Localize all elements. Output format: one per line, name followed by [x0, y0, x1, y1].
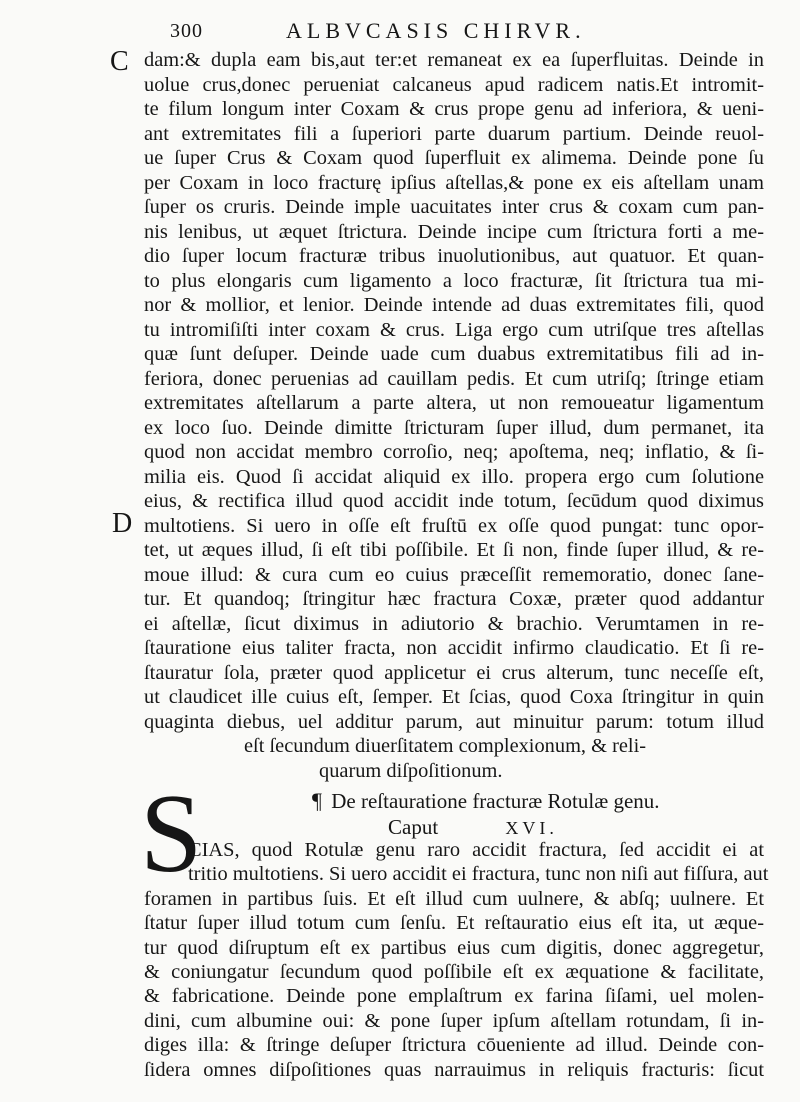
text-line: eius, & rectifica illud quod accidit inde totum, ſecūdum quod diximus [144, 490, 764, 512]
text-line: CIAS, quod Rotulæ genu raro accidit fractura, ſed accidit ei at [188, 839, 764, 861]
drop-cap: S [140, 772, 203, 896]
text-line: ſuper os cruris. Deinde imple uacuitates inter crus & coxam cum pan- [144, 196, 764, 218]
text-line: nis lenibus, ut æquet ſtrictura. Deinde incipe cum ſtrictura forti a me- [144, 220, 764, 243]
text-line: ſidera omnes diſpoſitiones quas narrauimus in reliquis fracturis: ſicut [144, 1058, 764, 1081]
text-line: milia eis. Quod ſi accidat aliquid ex illo. propera ergo cum ſolutione [144, 465, 764, 488]
section-title: De reſtauratione fracturæ Rotulæ genu. [331, 789, 660, 813]
caput-label: Caput [388, 815, 439, 839]
text-line: foramen in partibus ſuis. Et eſt illud cum uulnere, & abſq; uulnere. Et [144, 887, 764, 910]
text-line: dio ſuper locum fracturæ tribus inuolutionibus, aut quatuor. Et quan- [144, 245, 764, 267]
text-line: tu intromiſiſti inter coxam & crus. Liga ergo cum utriſque tres aſtellas [144, 318, 764, 341]
text-line: ant extremitates fili a ſuperiori parte duarum partium. Deinde reuol- [144, 122, 764, 145]
text-line: te filum longum inter Coxam & crus prope genu ad inferiora, & ueni- [144, 98, 764, 120]
text-line: dini, cum albumine oui: & pone ſuper ipſum aſtellam rotundam, ſi in- [144, 1009, 764, 1032]
page-number: 300 [170, 20, 203, 42]
text-line: multotiens. Si uero in oſſe eſt fruſtū ex oſſe quod pungat: tunc opor- [144, 514, 764, 537]
text-line: diges illa: & ſtringe deſuper ſtrictura cōueniente ad illud. Deinde con- [144, 1034, 764, 1057]
margin-letter-d: D [112, 508, 133, 539]
text-line: tur quod diſruptum eſt ex partibus eius cum digitis, donec aggregetur, [144, 936, 764, 959]
running-head: ALBVCASIS CHIRVR. [286, 18, 586, 43]
text-line: feriora, donec peruenias ad cauillam pedis. Et cum utriſq; ſtringe etiam [144, 367, 764, 390]
paragraph-mark-icon: ¶ [312, 788, 322, 813]
text-line: quarum diſpoſitionum. [319, 759, 503, 782]
text-line: ſtauratione eius taliter fracta, non accidit infirmo claudicatio. Et ſi re- [144, 637, 764, 659]
caput-number: XVI. [505, 818, 558, 838]
margin-letter-c: C [110, 46, 129, 77]
text-line: ei aſtellæ, ſicut diximus in adiutorio & brachio. Verumtamen in re- [144, 612, 764, 635]
section-heading [312, 788, 660, 814]
text-line: ex loco ſuo. Deinde dimitte ſtricturam ſuper illud, dum permanet, ita [144, 416, 764, 439]
text-line: tur. Et quandoq; ſtringitur hæc fractura Coxæ, præter quod addantur [144, 588, 764, 610]
text-line: ut claudicet ille cuius eſt, ſemper. Et ſcias, quod Coxa ſtringitur in quin [144, 686, 764, 708]
text-line: quæ ſunt deſuper. Deinde uade cum duabus extremitatibus fili ad in- [144, 343, 764, 365]
text-line: ſtatur ſuper illud totum cum ſenſu. Et reſtauratio eius eſt ita, ut æque- [144, 912, 764, 935]
main-text-block [144, 48, 764, 783]
text-line: moue illud: & cura cum eo cuius præceſſit rememoratio, donec ſane- [144, 563, 764, 586]
text-line: eſt ſecundum diuerſitatem complexionum, & reli- [244, 735, 647, 757]
text-line: quaginta diebus, uel additur parum, aut minuitur parum: totum illud [144, 710, 764, 733]
text-line: dam:& dupla eam bis,aut ter:et remaneat ex ea ſuperfluitas. Deinde in [144, 49, 764, 71]
text-line: extremitates aſtellarum a parte altera, ut non remoueatur ligamentum [144, 392, 764, 414]
text-line: tet, ut æques illud, ſi eſt tibi poſſibile. Et ſi non, finde ſuper illud, & re- [144, 539, 764, 561]
text-line: ue ſuper Crus & Coxam quod ſuperfluit ex alimema. Deinde pone ſu [144, 147, 764, 169]
chapter-label [388, 815, 558, 840]
text-line: nor & mollior, et lenior. Deinde intende ad duas extremitates fili, quod [144, 294, 764, 316]
page-header [146, 14, 706, 50]
text-line: tritio multotiens. Si uero accidit ei fractura, tunc non niſi aut fiſſura, aut [188, 863, 769, 886]
text-line: uolue crus,donec perueniat calcaneus apud radicem natis.Et intromit- [144, 73, 764, 96]
chapter-text-block [144, 838, 769, 1082]
text-line: to plus elongaris cum ligamento a loco fracturæ, ſit ſtrictura tua mi- [144, 269, 764, 292]
text-line: ſtauratur ſola, præter quod applicetur ei crus alterum, tunc neceſſe eſt, [144, 661, 764, 684]
text-line: quod non accidat membro corroſio, neq; apoſtema, neq; inflatio, & ſi- [144, 441, 764, 463]
text-line: per Coxam in loco fracturę ipſius aſtellas,& pone ex eis aſtellam unam [144, 171, 764, 194]
text-line: & coniungatur ſecundum quod poſſibile eſt ex æquatione & facilitate, [144, 961, 764, 984]
text-line: & fabricatione. Deinde pone emplaſtrum ex farina ſiſami, uel molen- [144, 985, 764, 1008]
